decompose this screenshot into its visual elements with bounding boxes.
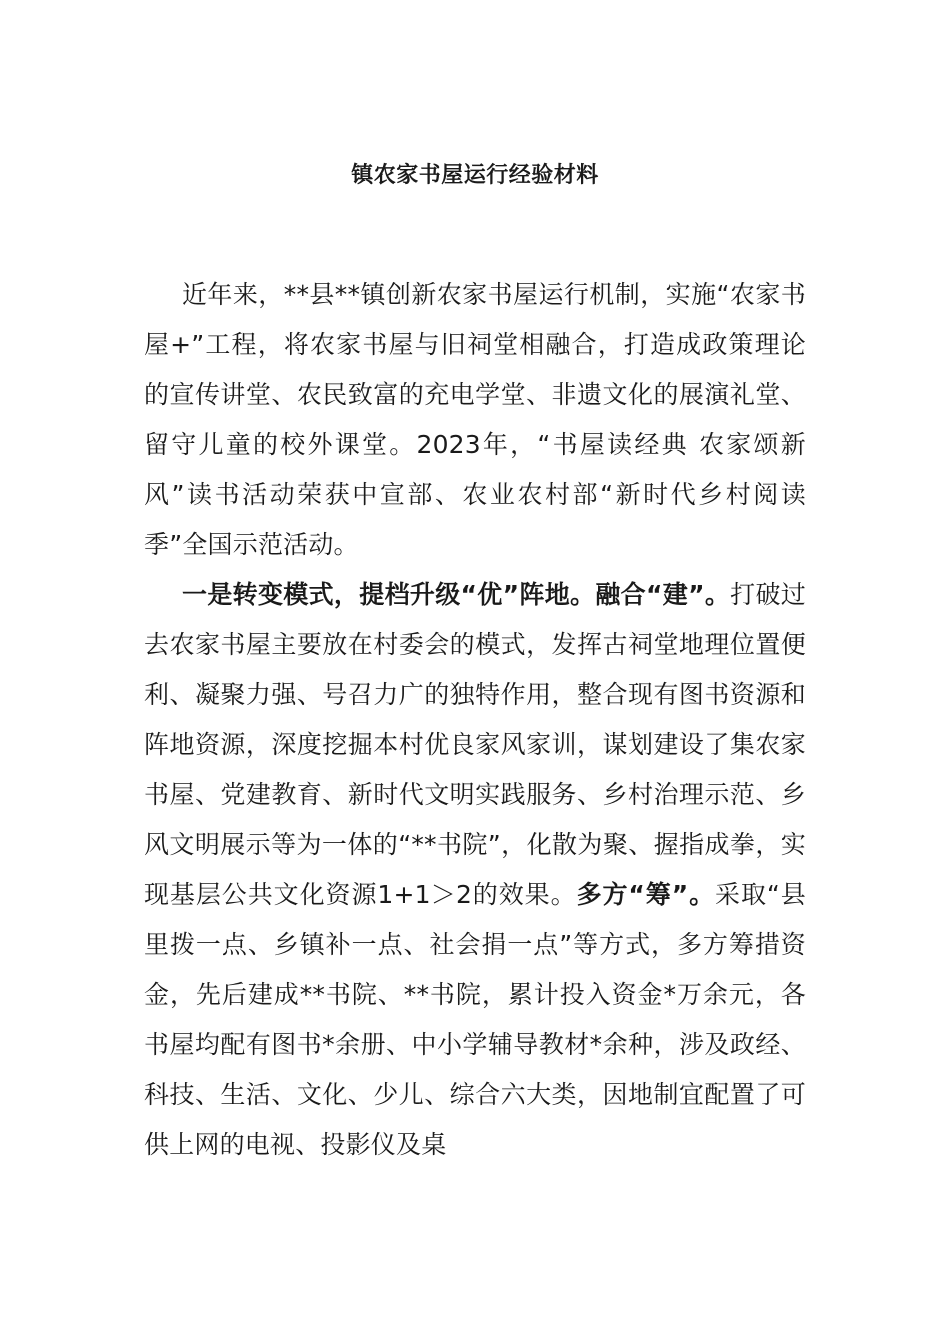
subsection-funding-label: 多方“筹”。 [576, 880, 716, 909]
subsection-funding-text: 采取“县里拨一点、乡镇补一点、社会捐一点”等方式，多方筹措资金，先后建成**书院、**书院，累计投入资金*万余元，各书屋均配有图书*余册、中小学辅导教材*余种，涉及政经、科技、生活、文化、少儿、综合六大类，因地制宜配置了可供上网的电视、投影仪及桌 [144, 880, 806, 1159]
subsection-integrate-text: 打破过去农家书屋主要放在村委会的模式，发挥古祠堂地理位置便利、凝聚力强、号召力广的独特作用，整合现有图书资源和阵地资源，深度挖掘本村优良家风家训，谋划建设了集农家书屋、党建教育、新时代文明实践服务、乡村治理示范、乡风文明展示等为一体的“**书院”，化散为聚、握指成拳，实现基层公共文化资源1+1＞2的效果。 [144, 580, 807, 909]
section-one-heading: 一是转变模式，提档升级“优”阵地。 [182, 580, 596, 609]
intro-paragraph: 近年来，**县**镇创新农家书屋运行机制，实施“农家书屋+”工程，将农家书屋与旧祠堂相融合，打造成政策理论的宣传讲堂、农民致富的充电学堂、非遗文化的展演礼堂、留守儿童的校外课堂。2023年，“书屋读经典 农家颂新风”读书活动荣获中宣部、农业农村部“新时代乡村阅读季”全国示范活动。 [144, 280, 806, 559]
document-title: 镇农家书屋运行经验材料 [351, 163, 599, 188]
subsection-integrate-label: 融合“建”。 [595, 580, 731, 609]
document-body [144, 270, 806, 1170]
section-one-paragraph [144, 570, 806, 1170]
